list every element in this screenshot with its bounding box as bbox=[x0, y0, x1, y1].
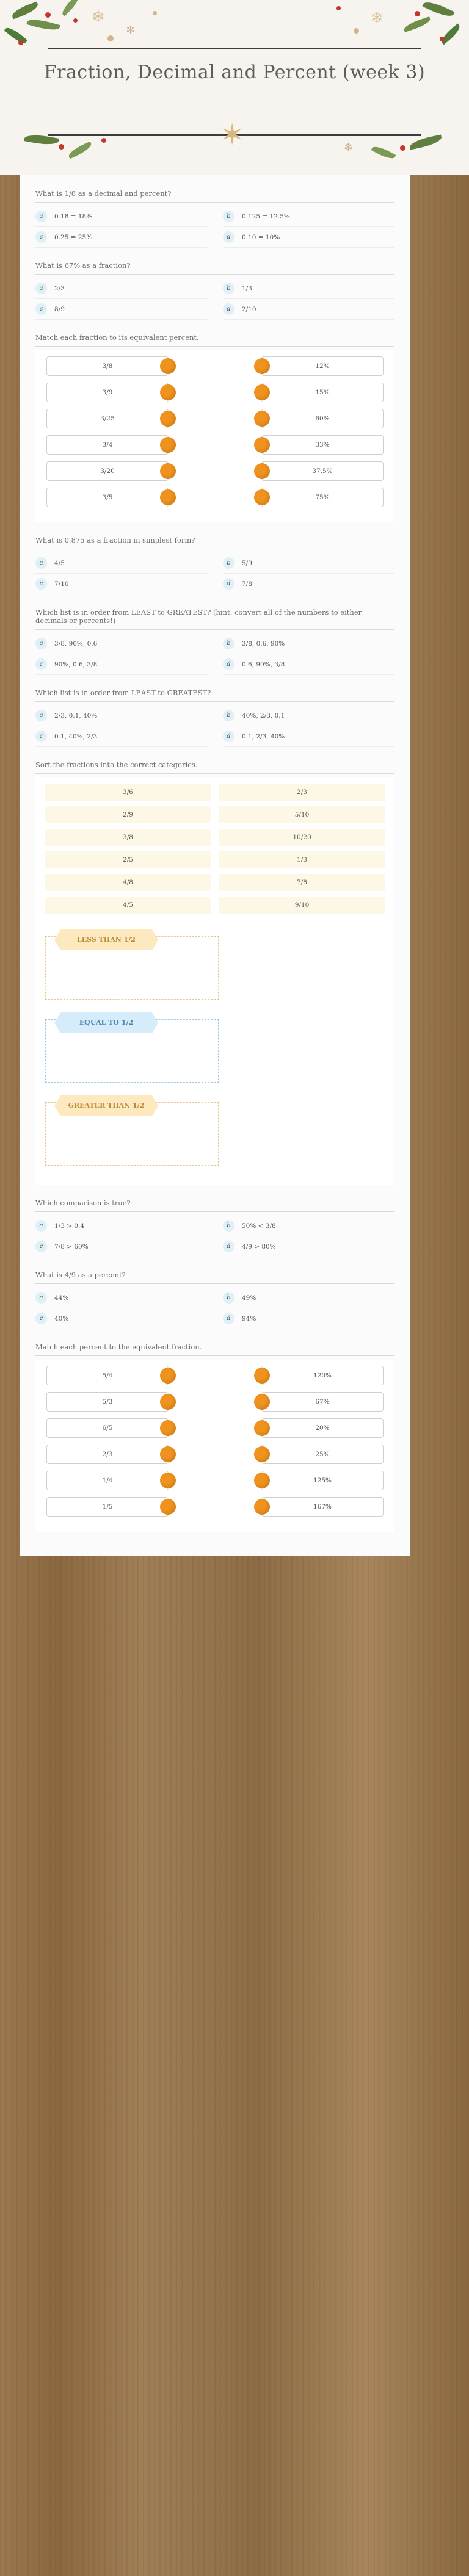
category-label: GREATER THAN 1/2 bbox=[60, 1095, 152, 1116]
option-d[interactable] bbox=[223, 1308, 394, 1329]
gold-bead-icon bbox=[153, 11, 157, 15]
match-knob-icon[interactable] bbox=[160, 463, 176, 479]
option-b[interactable] bbox=[223, 206, 394, 227]
sort-item[interactable]: 3/8 bbox=[45, 829, 211, 846]
option-text: 0.6, 90%, 3/8 bbox=[242, 660, 285, 668]
match-knob-icon[interactable] bbox=[254, 1473, 270, 1488]
berry-icon bbox=[101, 138, 106, 143]
pine-leaf-icon bbox=[439, 24, 462, 45]
match-left-text: 5/3 bbox=[102, 1398, 113, 1405]
option-d[interactable] bbox=[223, 1236, 394, 1257]
match-right-box[interactable] bbox=[261, 1497, 384, 1517]
match-right-box[interactable] bbox=[261, 1445, 384, 1464]
option-text: 40% bbox=[54, 1315, 69, 1322]
match-left-box[interactable] bbox=[46, 409, 169, 428]
pine-leaf-icon bbox=[60, 0, 81, 16]
match-right-box[interactable] bbox=[261, 1366, 384, 1385]
match-row bbox=[46, 1445, 384, 1464]
match-left-box[interactable] bbox=[46, 1418, 169, 1438]
match-knob-icon[interactable] bbox=[160, 489, 176, 505]
sort-category-area bbox=[35, 928, 394, 1185]
option-text: 4/5 bbox=[54, 559, 65, 567]
option-letter: b bbox=[223, 638, 234, 649]
option-letter: c bbox=[35, 1241, 47, 1252]
match-row bbox=[46, 1497, 384, 1517]
answer-options bbox=[35, 206, 394, 248]
option-d[interactable] bbox=[223, 574, 394, 594]
sort-row bbox=[45, 851, 385, 868]
pine-leaf-icon bbox=[26, 16, 60, 33]
option-b[interactable] bbox=[223, 1216, 394, 1236]
match-right-box[interactable] bbox=[261, 409, 384, 428]
sort-row bbox=[45, 784, 385, 801]
pine-leaf-icon bbox=[10, 2, 40, 20]
berry-icon bbox=[440, 37, 445, 41]
match-knob-icon[interactable] bbox=[254, 1420, 270, 1436]
snowflake-icon: ❄ bbox=[343, 141, 353, 153]
match-knob-icon[interactable] bbox=[160, 1420, 176, 1436]
match-row bbox=[46, 1366, 384, 1385]
option-d[interactable] bbox=[223, 726, 394, 747]
sort-item[interactable]: 3/6 bbox=[45, 784, 211, 801]
match-right-box[interactable] bbox=[261, 488, 384, 507]
match-knob-icon[interactable] bbox=[254, 437, 270, 453]
option-a[interactable] bbox=[35, 206, 207, 227]
divider-line-top bbox=[48, 48, 421, 49]
option-d[interactable] bbox=[223, 227, 394, 248]
page-title: Fraction, Decimal and Percent (week 3) bbox=[43, 62, 426, 83]
match-right-box[interactable] bbox=[261, 356, 384, 376]
match-left-text: 1/4 bbox=[102, 1477, 113, 1484]
match-left-text: 3/9 bbox=[102, 389, 113, 396]
match-right-text: 12% bbox=[315, 363, 330, 370]
question-prompt: Which list is in order from LEAST to GREATEST? (hint: convert all of the numbers to either decimals or percents!) bbox=[35, 608, 394, 630]
match-knob-icon[interactable] bbox=[254, 489, 270, 505]
matching-area bbox=[35, 350, 394, 522]
match-row bbox=[46, 1418, 384, 1438]
option-text: 1/3 > 0.4 bbox=[54, 1222, 85, 1230]
option-text: 0.125 = 12.5% bbox=[242, 212, 290, 220]
option-c[interactable] bbox=[35, 654, 207, 675]
match-right-box[interactable] bbox=[261, 461, 384, 481]
option-letter: d bbox=[223, 1241, 234, 1252]
match-knob-icon[interactable] bbox=[160, 437, 176, 453]
match-knob-icon[interactable] bbox=[254, 384, 270, 400]
option-text: 7/10 bbox=[54, 580, 69, 588]
match-knob-icon[interactable] bbox=[160, 1473, 176, 1488]
option-letter: b bbox=[223, 283, 234, 294]
berry-icon bbox=[400, 145, 405, 151]
option-letter: b bbox=[223, 710, 234, 721]
sort-items-area bbox=[35, 777, 394, 928]
match-knob-icon[interactable] bbox=[160, 1368, 176, 1384]
option-d[interactable] bbox=[223, 654, 394, 675]
option-text: 1/3 bbox=[242, 284, 252, 292]
pine-leaf-icon bbox=[402, 16, 431, 32]
option-text: 0.25 = 25% bbox=[54, 233, 93, 241]
option-c[interactable] bbox=[35, 1308, 207, 1329]
match-left-box[interactable] bbox=[46, 383, 169, 402]
answer-options bbox=[35, 705, 394, 747]
option-a[interactable] bbox=[35, 1288, 207, 1308]
sort-row bbox=[45, 806, 385, 823]
option-d[interactable] bbox=[223, 299, 394, 320]
option-letter: c bbox=[35, 231, 47, 243]
match-row bbox=[46, 435, 384, 455]
option-text: 2/3, 0.1, 40% bbox=[54, 712, 98, 720]
option-text: 3/8, 90%, 0.6 bbox=[54, 640, 98, 648]
match-left-box[interactable] bbox=[46, 1471, 169, 1490]
option-letter: a bbox=[35, 1292, 47, 1304]
option-text: 0.10 = 10% bbox=[242, 233, 280, 241]
match-right-text: 167% bbox=[313, 1503, 332, 1510]
match-left-text: 2/3 bbox=[102, 1451, 113, 1458]
match-left-text: 3/8 bbox=[102, 363, 113, 370]
option-b[interactable] bbox=[223, 553, 394, 574]
match-left-text: 3/5 bbox=[102, 494, 113, 501]
match-left-text: 1/5 bbox=[102, 1503, 113, 1510]
match-left-box[interactable] bbox=[46, 1366, 169, 1385]
option-letter: d bbox=[223, 1313, 234, 1324]
drop-zone-equal-to-half[interactable] bbox=[45, 1019, 219, 1083]
sort-row bbox=[45, 897, 385, 914]
option-letter: c bbox=[35, 731, 47, 742]
header-banner bbox=[0, 0, 469, 175]
sort-item[interactable]: 4/5 bbox=[45, 897, 211, 914]
option-text: 44% bbox=[54, 1294, 69, 1302]
match-left-box[interactable] bbox=[46, 461, 169, 481]
option-text: 7/8 bbox=[242, 580, 252, 588]
match-right-text: 125% bbox=[313, 1477, 332, 1484]
option-letter: c bbox=[35, 303, 47, 315]
option-b[interactable] bbox=[223, 705, 394, 726]
option-c[interactable] bbox=[35, 227, 207, 248]
question-prompt: Match each fraction to its equivalent percent. bbox=[35, 333, 394, 347]
question-prompt: What is 1/8 as a decimal and percent? bbox=[35, 189, 394, 203]
sort-row bbox=[45, 874, 385, 891]
berry-icon bbox=[73, 18, 78, 23]
question-prompt: What is 67% as a fraction? bbox=[35, 261, 394, 275]
matching-area bbox=[35, 1360, 394, 1532]
pine-leaf-icon bbox=[409, 135, 443, 150]
option-a[interactable] bbox=[35, 705, 207, 726]
pine-leaf-icon bbox=[67, 142, 93, 159]
answer-options bbox=[35, 553, 394, 594]
match-knob-icon[interactable] bbox=[160, 411, 176, 427]
sort-item[interactable]: 2/5 bbox=[45, 851, 211, 868]
match-right-box[interactable] bbox=[261, 435, 384, 455]
option-a[interactable] bbox=[35, 278, 207, 299]
option-letter: c bbox=[35, 1313, 47, 1324]
category-label: LESS THAN 1/2 bbox=[60, 929, 152, 950]
option-text: 50% < 3/8 bbox=[242, 1222, 276, 1230]
option-a[interactable] bbox=[35, 1216, 207, 1236]
option-letter: c bbox=[35, 658, 47, 670]
sort-item[interactable]: 2/3 bbox=[219, 784, 385, 801]
option-text: 7/8 > 60% bbox=[54, 1243, 89, 1250]
pine-leaf-icon bbox=[371, 143, 396, 161]
match-left-text: 5/4 bbox=[102, 1372, 113, 1379]
drop-zone-greater-than-half[interactable] bbox=[45, 1102, 219, 1166]
berry-icon bbox=[45, 12, 51, 18]
option-text: 8/9 bbox=[54, 305, 65, 313]
match-left-text: 3/25 bbox=[100, 415, 115, 422]
option-text: 94% bbox=[242, 1315, 256, 1322]
category-label: EQUAL TO 1/2 bbox=[60, 1012, 152, 1033]
option-letter: d bbox=[223, 578, 234, 590]
match-right-text: 60% bbox=[315, 415, 330, 422]
question-prompt: Match each percent to the equivalent fraction. bbox=[35, 1343, 394, 1356]
gold-bead-icon bbox=[354, 28, 359, 34]
option-c[interactable] bbox=[35, 726, 207, 747]
berry-icon bbox=[18, 40, 23, 45]
pine-leaf-icon bbox=[4, 25, 27, 46]
berry-icon bbox=[59, 144, 64, 150]
snowflake-icon: ❄ bbox=[370, 9, 384, 27]
option-text: 5/9 bbox=[242, 559, 252, 567]
match-knob-icon[interactable] bbox=[254, 1368, 270, 1384]
option-text: 0.1, 40%, 2/3 bbox=[54, 732, 98, 740]
option-letter: a bbox=[35, 638, 47, 649]
match-row bbox=[46, 488, 384, 507]
match-knob-icon[interactable] bbox=[254, 463, 270, 479]
option-b[interactable] bbox=[223, 278, 394, 299]
match-knob-icon[interactable] bbox=[254, 411, 270, 427]
question-prompt: Sort the fractions into the correct categories. bbox=[35, 760, 394, 774]
snowflake-icon: ❄ bbox=[92, 7, 105, 26]
match-knob-icon[interactable] bbox=[160, 1446, 176, 1462]
match-right-text: 67% bbox=[315, 1398, 330, 1405]
match-left-box[interactable] bbox=[46, 1445, 169, 1464]
match-knob-icon[interactable] bbox=[254, 1499, 270, 1515]
drop-zone-less-than-half[interactable] bbox=[45, 936, 219, 1000]
match-right-text: 75% bbox=[315, 494, 330, 501]
sort-item[interactable]: 2/9 bbox=[45, 806, 211, 823]
option-letter: d bbox=[223, 303, 234, 315]
match-right-box[interactable] bbox=[261, 383, 384, 402]
match-left-box[interactable] bbox=[46, 435, 169, 455]
match-row bbox=[46, 409, 384, 428]
option-letter: d bbox=[223, 231, 234, 243]
match-right-box[interactable] bbox=[261, 1418, 384, 1438]
match-left-box[interactable] bbox=[46, 1392, 169, 1412]
match-knob-icon[interactable] bbox=[160, 384, 176, 400]
match-left-text: 3/4 bbox=[102, 441, 113, 449]
sort-item[interactable]: 1/3 bbox=[219, 851, 385, 868]
option-letter: a bbox=[35, 557, 47, 569]
option-text: 0.18 = 18% bbox=[54, 212, 93, 220]
option-letter: a bbox=[35, 211, 47, 222]
option-letter: b bbox=[223, 211, 234, 222]
option-text: 2/10 bbox=[242, 305, 256, 313]
snowflake-icon: ❄ bbox=[126, 24, 136, 36]
match-left-text: 6/5 bbox=[102, 1424, 113, 1432]
option-c[interactable] bbox=[35, 574, 207, 594]
question-prompt: What is 4/9 as a percent? bbox=[35, 1271, 394, 1284]
gold-star-icon: ✶ bbox=[220, 119, 245, 151]
option-text: 49% bbox=[242, 1294, 256, 1302]
answer-options bbox=[35, 1288, 394, 1329]
sort-row bbox=[45, 829, 385, 846]
answer-options bbox=[35, 278, 394, 320]
match-right-text: 120% bbox=[313, 1372, 332, 1379]
gold-bead-icon bbox=[107, 35, 114, 41]
option-letter: a bbox=[35, 710, 47, 721]
match-right-text: 37.5% bbox=[312, 467, 333, 475]
match-right-box[interactable] bbox=[261, 1392, 384, 1412]
option-text: 0.1, 2/3, 40% bbox=[242, 732, 285, 740]
option-b[interactable] bbox=[223, 633, 394, 654]
option-c[interactable] bbox=[35, 299, 207, 320]
option-text: 4/9 > 80% bbox=[242, 1243, 276, 1250]
question-prompt: Which list is in order from LEAST to GREATEST? bbox=[35, 688, 394, 702]
worksheet-body bbox=[20, 175, 410, 1556]
sort-item[interactable]: 9/10 bbox=[219, 897, 385, 914]
match-right-text: 15% bbox=[315, 389, 330, 396]
match-knob-icon[interactable] bbox=[254, 1446, 270, 1462]
option-b[interactable] bbox=[223, 1288, 394, 1308]
option-letter: a bbox=[35, 1220, 47, 1232]
match-row bbox=[46, 356, 384, 376]
match-right-box[interactable] bbox=[261, 1471, 384, 1490]
option-letter: d bbox=[223, 731, 234, 742]
option-a[interactable] bbox=[35, 633, 207, 654]
option-c[interactable] bbox=[35, 1236, 207, 1257]
sort-item[interactable]: 7/8 bbox=[219, 874, 385, 891]
match-row bbox=[46, 1392, 384, 1412]
question-prompt: What is 0.875 as a fraction in simplest form? bbox=[35, 536, 394, 549]
match-right-text: 25% bbox=[315, 1451, 330, 1458]
berry-icon bbox=[336, 6, 341, 10]
match-row bbox=[46, 461, 384, 481]
option-text: 40%, 2/3, 0.1 bbox=[242, 712, 285, 720]
match-left-box[interactable] bbox=[46, 1497, 169, 1517]
option-letter: d bbox=[223, 658, 234, 670]
berry-icon bbox=[415, 11, 420, 16]
match-knob-icon[interactable] bbox=[160, 358, 176, 374]
answer-options bbox=[35, 633, 394, 675]
option-letter: b bbox=[223, 1292, 234, 1304]
match-right-text: 20% bbox=[315, 1424, 330, 1432]
answer-options bbox=[35, 1216, 394, 1257]
option-letter: b bbox=[223, 1220, 234, 1232]
option-letter: c bbox=[35, 578, 47, 590]
sort-item[interactable]: 4/8 bbox=[45, 874, 211, 891]
option-text: 3/8, 0.6, 90% bbox=[242, 640, 285, 648]
match-row bbox=[46, 1471, 384, 1490]
question-prompt: Which comparison is true? bbox=[35, 1199, 394, 1212]
match-knob-icon[interactable] bbox=[254, 358, 270, 374]
match-left-box[interactable] bbox=[46, 488, 169, 507]
option-text: 2/3 bbox=[54, 284, 65, 292]
option-text: 90%, 0.6, 3/8 bbox=[54, 660, 98, 668]
match-knob-icon[interactable] bbox=[160, 1394, 176, 1410]
match-row bbox=[46, 383, 384, 402]
sort-item[interactable]: 10/20 bbox=[219, 829, 385, 846]
match-knob-icon[interactable] bbox=[160, 1499, 176, 1515]
match-knob-icon[interactable] bbox=[254, 1394, 270, 1410]
option-letter: a bbox=[35, 283, 47, 294]
match-right-text: 33% bbox=[315, 441, 330, 449]
option-letter: b bbox=[223, 557, 234, 569]
match-left-text: 3/20 bbox=[100, 467, 115, 475]
sort-item[interactable]: 5/10 bbox=[219, 806, 385, 823]
option-a[interactable] bbox=[35, 553, 207, 574]
match-left-box[interactable] bbox=[46, 356, 169, 376]
